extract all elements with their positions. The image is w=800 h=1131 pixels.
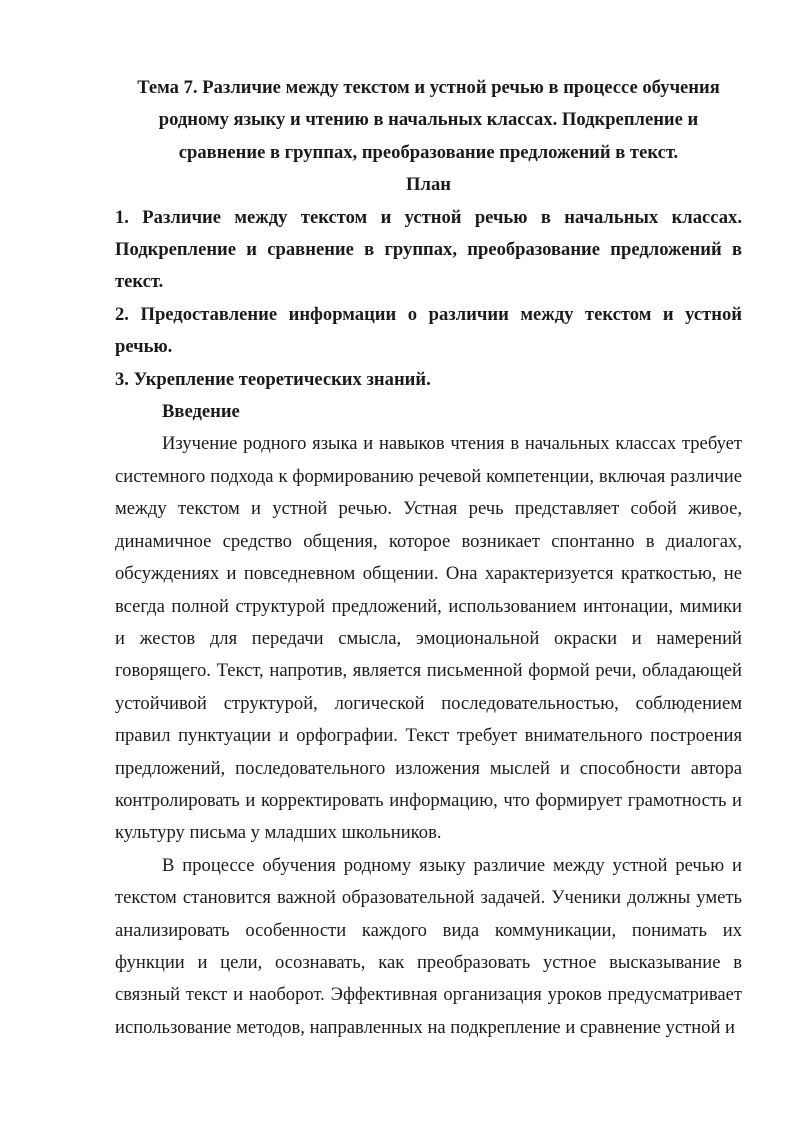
paragraph-2: В процессе обучения родному языку различие между устной речью и текстом становится важной образовательной задачей. Ученики должны уметь анализировать особенности каждого вида коммуникации, понимать их функции и цели, осознавать, как преобразовать устное высказывание в связный текст и наоборот. Эффективная организация уроков предусматривает использование методов, направленных на подкрепление и сравнение устной и: [115, 854, 742, 1038]
plan-item-3: 3. Укрепление теоретических знаний.: [115, 368, 431, 390]
intro-heading: Введение: [162, 401, 240, 423]
plan-heading: План: [406, 174, 451, 196]
plan-item-2: 2. Предоставление информации о различии между текстом и устной речью.: [115, 303, 742, 358]
plan-item-1: 1. Различие между текстом и устной речью в начальных классах. Подкрепление и сравнение в группах, преобразование предложений в текст.: [115, 206, 742, 293]
paragraph-1: Изучение родного языка и навыков чтения в начальных классах требует системного подхода к формированию речевой компетенции, включая различие между текстом и устной речью. Устная речь представляет собой живое, динамичное средство общения, которое возникает спонтанно в диалогах, обсуждениях и повседневном общении. Она характеризуется краткостью, не всегда полной структурой предложений, использованием интонации, мимики и жестов для передачи смысла, эмоциональной окраски и намерений говорящего. Текст, напротив, является письменной формой речи, обладающей устойчивой структурой, логической последовательностью, соблюдением правил пунктуации и орфографии. Текст требует внимательного построения предложений, последовательного изложения мыслей и способности автора контролировать и корректировать информацию, что формирует грамотность и культуру письма у младших школьников.: [115, 433, 742, 844]
document-title: Тема 7. Различие между текстом и устной речью в процессе обучения родному языку и чтению в начальных классах. Подкрепление и сравнение в группах, преобразование предложений в текст.: [137, 77, 720, 163]
document-page: [115, 72, 742, 1044]
